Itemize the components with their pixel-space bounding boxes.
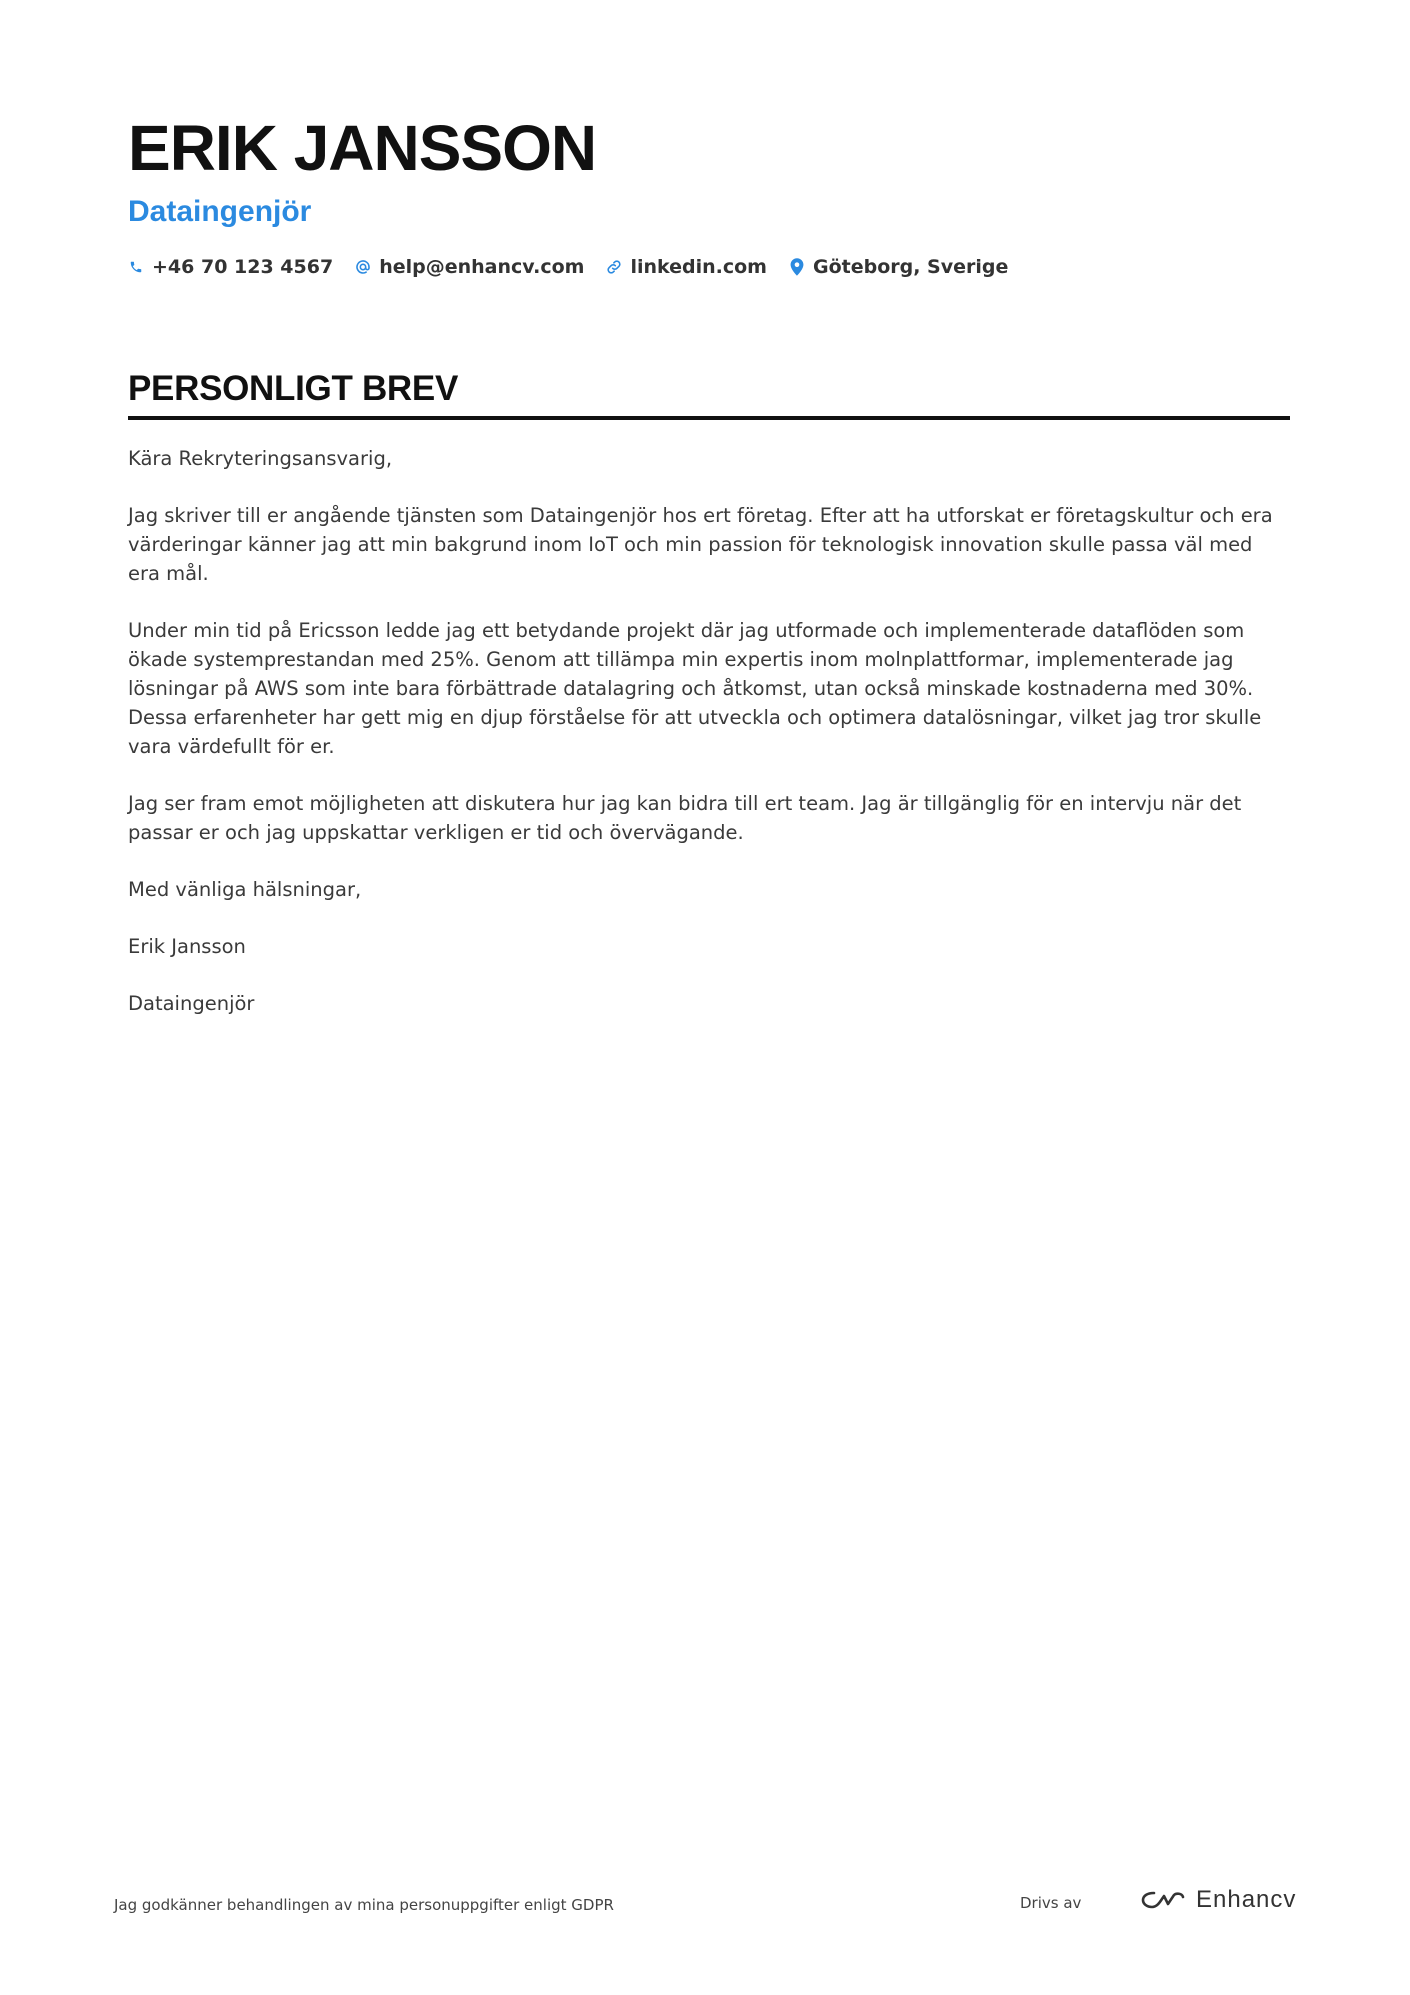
contact-bar [128, 256, 1288, 278]
contact-linkedin-text[interactable]: linkedin.com [630, 256, 767, 278]
signature-name: Erik Jansson [128, 935, 246, 958]
contact-email[interactable] [355, 256, 584, 278]
contact-email-text[interactable]: help@enhancv.com [379, 256, 585, 278]
letter-paragraph-1: Jag skriver till er angående tjänsten som Dataingenjör hos ert företag. Efter att ha utforskat er företagskultur och era värderingar känner jag att min bakgrund inom IoT och min passion för teknologisk innovation skulle passa väl med era mål. [128, 504, 1273, 585]
letter-paragraph-2: Under min tid på Ericsson ledde jag ett betydande projekt där jag utformade och implementerade dataflöden som ökade systemprestandan med 25%. Genom att tillämpa min expertis inom molnplattformar, implementerade jag lösningar på AWS som inte bara förbättrade datalagring och åtkomst, utan också minskade kostnaderna med 30%. Dessa erfarenheter har gett mig en djup förståelse för att utveckla och optimera datalösningar, vilket jag tror skulle vara värdefullt för er. [128, 619, 1262, 758]
letter-closing: Med vänliga hälsningar, [128, 878, 362, 901]
signature-title: Dataingenjör [128, 992, 255, 1015]
contact-location-text: Göteborg, Sverige [812, 256, 1009, 278]
location-pin-icon [789, 258, 805, 276]
enhancv-brand-name: Enhancv [1196, 1886, 1297, 1913]
link-icon [606, 258, 622, 276]
header [128, 108, 1288, 278]
candidate-title: Dataingenjör [128, 195, 312, 228]
enhancv-brand[interactable] [1140, 1886, 1296, 1914]
contact-location [789, 256, 1008, 278]
contact-phone [128, 256, 333, 278]
contact-linkedin[interactable] [606, 256, 767, 278]
section-divider [128, 416, 1290, 420]
enhancv-logo-icon [1140, 1887, 1186, 1913]
contact-phone-text: +46 70 123 4567 [152, 256, 334, 278]
phone-icon [128, 258, 144, 276]
at-icon [355, 258, 371, 276]
letter-paragraph-3: Jag ser fram emot möjligheten att diskutera hur jag kan bidra till ert team. Jag är tillgänglig för en intervju när det passar er och jag uppskattar verkligen er tid och övervägande. [128, 792, 1242, 844]
section-title: PERSONLIGT BREV [128, 369, 458, 408]
powered-by-label: Drivs av [1020, 1894, 1082, 1912]
letter-body [128, 444, 1290, 1018]
letter-greeting: Kära Rekryteringsansvarig, [128, 447, 393, 470]
footer [114, 1886, 1297, 1926]
gdpr-consent-text: Jag godkänner behandlingen av mina personuppgifter enligt GDPR [114, 1896, 614, 1914]
candidate-name: ERIK JANSSON [128, 112, 597, 184]
cover-letter-section [128, 368, 1290, 1046]
